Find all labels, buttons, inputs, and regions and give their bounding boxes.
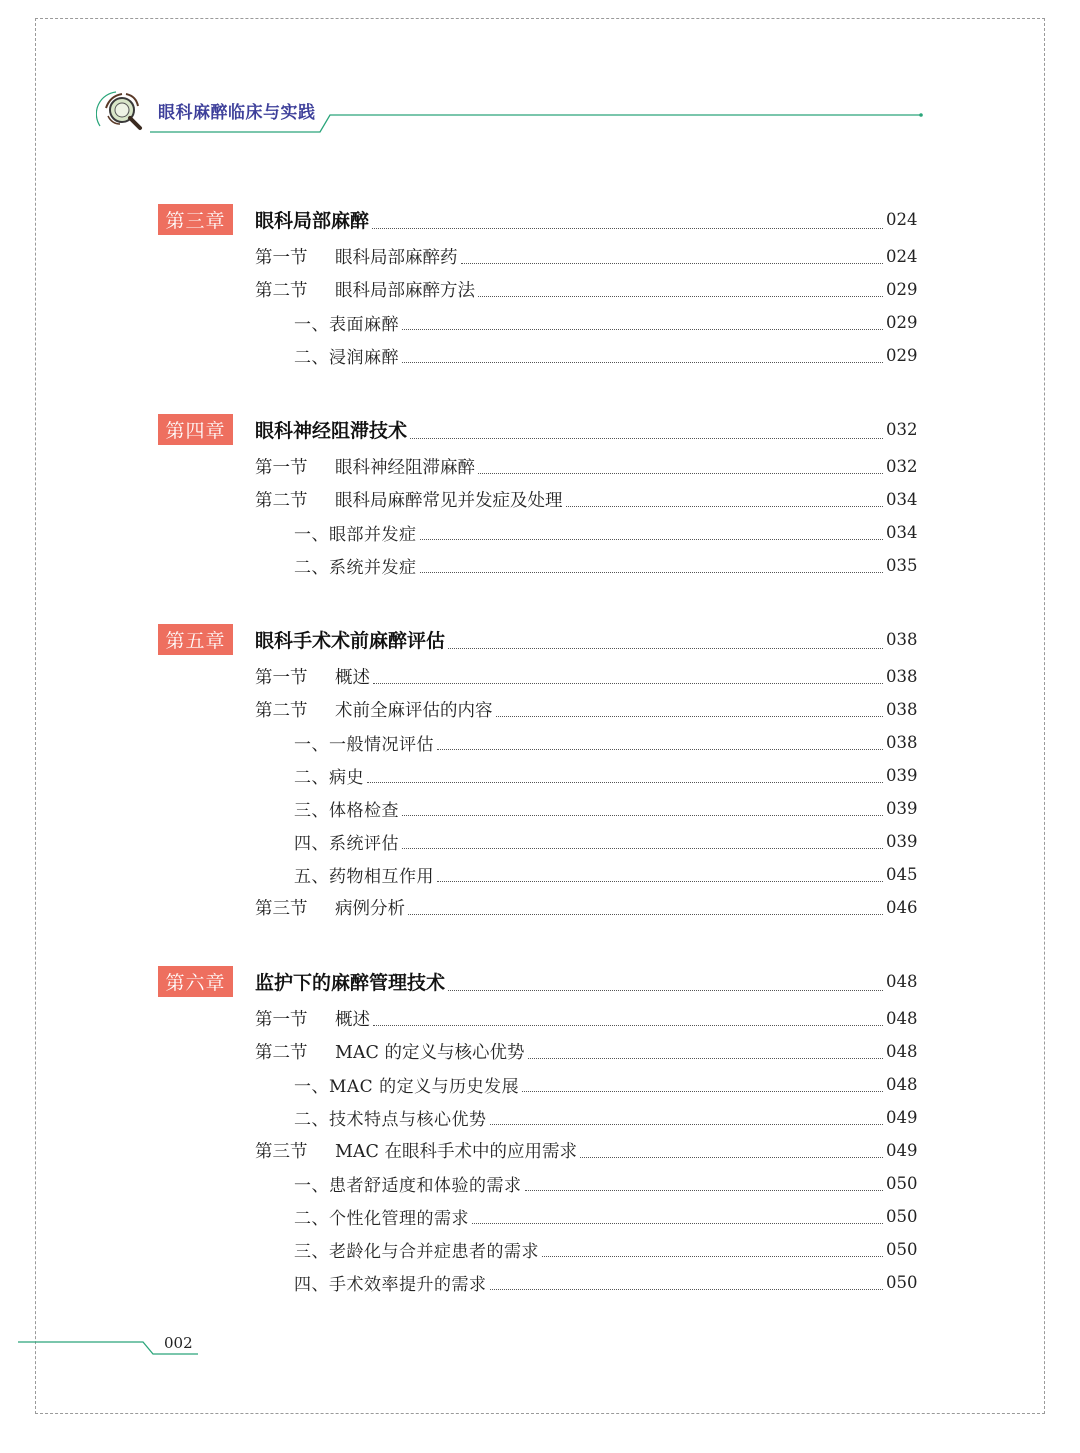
section-title: MAC 的定义与核心优势 bbox=[335, 1043, 525, 1063]
dot-leader bbox=[402, 329, 883, 330]
item-row[interactable] bbox=[158, 1101, 916, 1134]
page-number: 002 bbox=[164, 1334, 193, 1352]
dot-leader bbox=[542, 1256, 883, 1257]
section-row[interactable] bbox=[158, 1002, 916, 1035]
chapter-row[interactable] bbox=[158, 410, 916, 448]
dot-leader bbox=[522, 1091, 883, 1092]
dot-leader bbox=[402, 815, 883, 816]
section-row[interactable] bbox=[158, 450, 916, 483]
chapter-title: 监护下的麻醉管理技术 bbox=[255, 971, 446, 994]
page-ref: 050 bbox=[886, 1240, 918, 1259]
item-title: 二、技术特点与核心优势 bbox=[294, 1110, 487, 1130]
chapter-number-badge: 第五章 bbox=[158, 624, 233, 655]
item-row[interactable] bbox=[158, 1233, 916, 1266]
chapter-title: 眼科神经阻滞技术 bbox=[255, 419, 408, 442]
item-title: 五、药物相互作用 bbox=[294, 867, 434, 887]
item-row[interactable] bbox=[158, 1167, 916, 1200]
section-row[interactable] bbox=[158, 693, 916, 726]
dot-leader bbox=[478, 296, 883, 297]
page-ref: 034 bbox=[886, 490, 918, 509]
page-ref: 046 bbox=[886, 898, 918, 917]
page-ref: 029 bbox=[886, 313, 918, 332]
page-ref: 039 bbox=[886, 832, 918, 851]
item-title: 一、表面麻醉 bbox=[294, 315, 399, 335]
chapter-number-badge: 第六章 bbox=[158, 966, 233, 997]
dot-leader bbox=[566, 506, 884, 507]
page-ref: 038 bbox=[886, 667, 918, 686]
dot-leader bbox=[490, 1289, 884, 1290]
section-row[interactable] bbox=[158, 891, 916, 924]
page-ref: 032 bbox=[886, 419, 918, 439]
chapter-block bbox=[158, 620, 916, 924]
section-label: 第二节 bbox=[255, 701, 308, 721]
page-ref: 029 bbox=[886, 346, 918, 365]
page-ref: 049 bbox=[886, 1141, 918, 1160]
item-title: 二、病史 bbox=[294, 768, 364, 788]
section-label: 第一节 bbox=[255, 1010, 308, 1030]
page-ref: 050 bbox=[886, 1174, 918, 1193]
item-row[interactable] bbox=[158, 726, 916, 759]
page-ref: 038 bbox=[886, 629, 918, 649]
page-ref: 048 bbox=[886, 1009, 918, 1028]
dot-leader bbox=[402, 848, 883, 849]
item-title: 一、眼部并发症 bbox=[294, 525, 417, 545]
section-label: 第二节 bbox=[255, 281, 308, 301]
section-label: 第二节 bbox=[255, 1043, 308, 1063]
item-row[interactable] bbox=[158, 792, 916, 825]
page-ref: 039 bbox=[886, 766, 918, 785]
section-title: 病例分析 bbox=[335, 899, 405, 919]
dot-leader bbox=[490, 1124, 884, 1125]
section-label: 第一节 bbox=[255, 668, 308, 688]
eye-magnifier-logo-icon bbox=[96, 86, 148, 138]
section-title: 眼科局部麻醉方法 bbox=[335, 281, 475, 301]
section-title: MAC 在眼科手术中的应用需求 bbox=[335, 1142, 578, 1162]
chapter-row[interactable] bbox=[158, 620, 916, 658]
item-row[interactable] bbox=[158, 1266, 916, 1299]
section-title: 概述 bbox=[335, 668, 370, 688]
item-row[interactable] bbox=[158, 306, 916, 339]
dot-leader bbox=[410, 438, 883, 439]
dot-leader bbox=[461, 263, 884, 264]
page-ref: 034 bbox=[886, 523, 918, 542]
item-title: 一、MAC 的定义与历史发展 bbox=[294, 1077, 520, 1097]
page-ref: 038 bbox=[886, 733, 918, 752]
chapter-block bbox=[158, 410, 916, 582]
item-row[interactable] bbox=[158, 759, 916, 792]
page-ref: 024 bbox=[886, 247, 918, 266]
section-label: 第三节 bbox=[255, 1142, 308, 1162]
chapter-title: 眼科手术术前麻醉评估 bbox=[255, 629, 446, 652]
table-of-contents bbox=[158, 200, 916, 1337]
book-title: 眼科麻醉临床与实践 bbox=[158, 103, 316, 123]
dot-leader bbox=[372, 228, 883, 229]
section-title: 术前全麻评估的内容 bbox=[335, 701, 493, 721]
dot-leader bbox=[448, 990, 883, 991]
chapter-block bbox=[158, 200, 916, 372]
dot-leader bbox=[402, 362, 883, 363]
dot-leader bbox=[373, 683, 883, 684]
chapter-number-badge: 第三章 bbox=[158, 204, 233, 235]
dot-leader bbox=[437, 881, 883, 882]
page-ref: 048 bbox=[886, 1042, 918, 1061]
page-ref: 048 bbox=[886, 1075, 918, 1094]
dot-leader bbox=[528, 1058, 883, 1059]
chapter-number-badge: 第四章 bbox=[158, 414, 233, 445]
dot-leader bbox=[437, 749, 883, 750]
dot-leader bbox=[525, 1190, 884, 1191]
section-row[interactable] bbox=[158, 1035, 916, 1068]
item-row[interactable] bbox=[158, 549, 916, 582]
section-label: 第一节 bbox=[255, 248, 308, 268]
section-row[interactable] bbox=[158, 660, 916, 693]
page-ref: 048 bbox=[886, 971, 918, 991]
section-row[interactable] bbox=[158, 483, 916, 516]
dot-leader bbox=[420, 539, 884, 540]
dot-leader bbox=[580, 1157, 883, 1158]
page-ref: 035 bbox=[886, 556, 918, 575]
chapter-title: 眼科局部麻醉 bbox=[255, 209, 370, 232]
section-row[interactable] bbox=[158, 273, 916, 306]
item-row[interactable] bbox=[158, 516, 916, 549]
dot-leader bbox=[496, 716, 884, 717]
section-title: 概述 bbox=[335, 1010, 370, 1030]
dot-leader bbox=[420, 572, 884, 573]
item-title: 一、一般情况评估 bbox=[294, 735, 434, 755]
section-title: 眼科神经阻滞麻醉 bbox=[335, 458, 475, 478]
section-label: 第一节 bbox=[255, 458, 308, 478]
item-row[interactable] bbox=[158, 858, 916, 891]
item-row[interactable] bbox=[158, 339, 916, 372]
dot-leader bbox=[448, 648, 883, 649]
chapter-row[interactable] bbox=[158, 962, 916, 1000]
dot-leader bbox=[472, 1223, 883, 1224]
page-ref: 050 bbox=[886, 1273, 918, 1292]
item-row[interactable] bbox=[158, 825, 916, 858]
page-ref: 045 bbox=[886, 865, 918, 884]
page-ref: 050 bbox=[886, 1207, 918, 1226]
header-rule bbox=[150, 108, 925, 134]
section-label: 第二节 bbox=[255, 491, 308, 511]
item-row[interactable] bbox=[158, 1068, 916, 1101]
page-ref: 039 bbox=[886, 799, 918, 818]
dot-leader bbox=[408, 914, 883, 915]
item-title: 二、浸润麻醉 bbox=[294, 348, 399, 368]
item-title: 四、系统评估 bbox=[294, 834, 399, 854]
page-ref: 029 bbox=[886, 280, 918, 299]
section-title: 眼科局麻醉常见并发症及处理 bbox=[335, 491, 563, 511]
item-row[interactable] bbox=[158, 1200, 916, 1233]
dot-leader bbox=[478, 473, 883, 474]
section-row[interactable] bbox=[158, 1134, 916, 1167]
page-ref: 032 bbox=[886, 457, 918, 476]
section-title: 眼科局部麻醉药 bbox=[335, 248, 458, 268]
item-title: 一、患者舒适度和体验的需求 bbox=[294, 1176, 522, 1196]
page-ref: 038 bbox=[886, 700, 918, 719]
item-title: 二、系统并发症 bbox=[294, 558, 417, 578]
item-title: 二、个性化管理的需求 bbox=[294, 1209, 469, 1229]
item-title: 三、体格检查 bbox=[294, 801, 399, 821]
dot-leader bbox=[373, 1025, 883, 1026]
item-title: 四、手术效率提升的需求 bbox=[294, 1275, 487, 1295]
dot-leader bbox=[367, 782, 883, 783]
chapter-block bbox=[158, 962, 916, 1299]
chapter-row[interactable] bbox=[158, 200, 916, 238]
section-row[interactable] bbox=[158, 240, 916, 273]
page-ref: 049 bbox=[886, 1108, 918, 1127]
item-title: 三、老龄化与合并症患者的需求 bbox=[294, 1242, 539, 1262]
section-label: 第三节 bbox=[255, 899, 308, 919]
page-ref: 024 bbox=[886, 209, 918, 229]
